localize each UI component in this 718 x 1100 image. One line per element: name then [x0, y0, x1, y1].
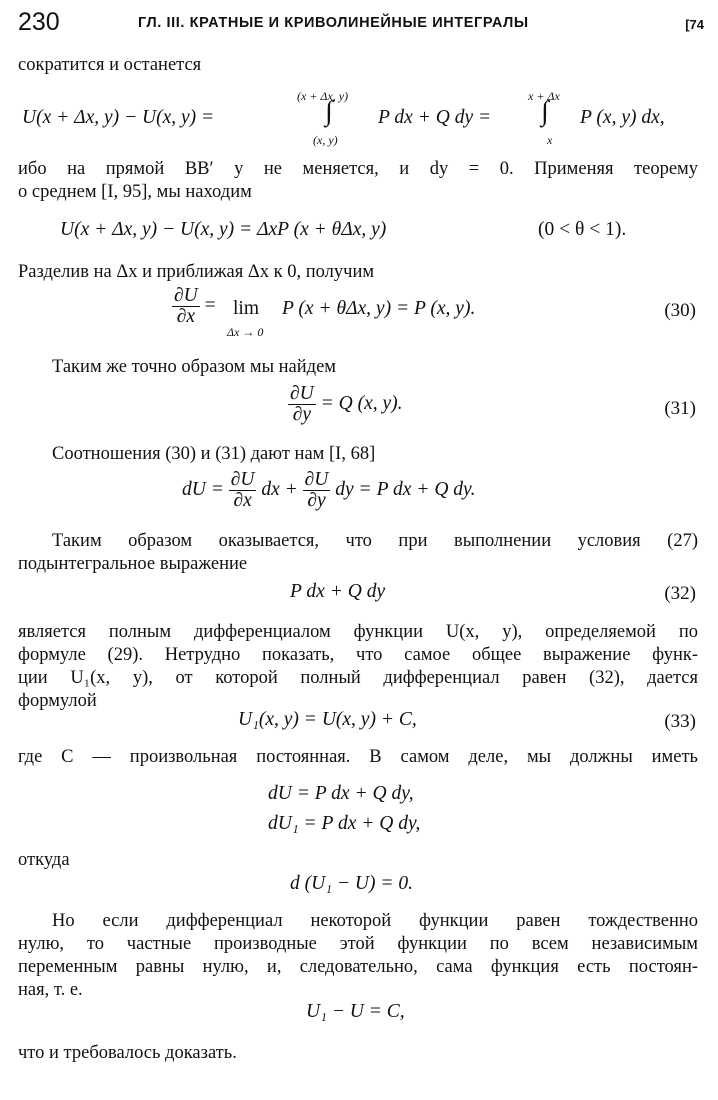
paragraph-line: о среднем [I, 95], мы находим	[18, 182, 252, 202]
formula-constant: U₁ − U = C,	[306, 1001, 405, 1022]
integral2-sign: ∫	[541, 96, 549, 127]
formula-30: $\frac{\partial U}{\partial x}$ =	[174, 285, 216, 327]
formula-31: $\frac{\partial U}{\partial y}$ = Q (x, y).	[290, 383, 403, 425]
formula-differential-zero: d (U₁ − U) = 0.	[290, 873, 413, 894]
integral1-upper-limit: (x + Δx, y)	[297, 89, 349, 103]
section-number: [74	[685, 17, 704, 32]
equation-number-32: (32)	[664, 583, 696, 604]
paragraph-line: где C — произвольная постоянная. В самом деле, мы должны иметь	[18, 747, 698, 767]
equation-number-31: (31)	[664, 398, 696, 419]
paragraph-line: Таким же точно образом мы найдем	[52, 357, 336, 377]
page-number: 230	[18, 8, 60, 36]
formula-33: U₁(x, y) = U(x, y) + C,	[238, 709, 417, 730]
formula-mean-value-condition: (0 < θ < 1).	[538, 219, 627, 240]
formula-30-rest: P (x + θΔx, y) = P (x, y).	[282, 298, 476, 319]
paragraph-line: Но если дифференциал некоторой функции равен тождественно	[52, 911, 698, 931]
paragraph-line: ная, т. е.	[18, 980, 83, 1000]
formula-difference-integral-mid: P dx + Q dy =	[378, 107, 492, 128]
paragraph-line: подынтегральное выражение	[18, 554, 248, 574]
integral2-lower-limit: x	[547, 133, 553, 147]
formula-32: P dx + Q dy	[290, 581, 386, 602]
fraction-dU-dx: $\frac{\partial U}{\partial x}$	[174, 285, 198, 327]
limit-subscript: Δx → 0	[227, 325, 264, 339]
paragraph-intro: сократится и останется	[18, 55, 202, 75]
paragraph-line: Соотношения (30) и (31) дают нам [I, 68]	[52, 444, 376, 464]
paragraph-line: Разделив на Δx и приближая Δx к 0, получим	[18, 262, 375, 282]
paragraph-line: нулю, то частные производные этой функции по всем независимым	[18, 934, 698, 954]
formula-total-differential: dU = $\frac{\partial U}{\partial x}$ dx + $\frac{\partial U}{\partial y}$ dy = P dx + Q dy.	[182, 469, 476, 511]
paragraph-line: Таким образом оказывается, что при выполнении условия (27)	[52, 531, 698, 551]
fraction-dU-dy: $\frac{\partial U}{\partial y}$	[304, 469, 329, 511]
paragraph-line: что и требовалось доказать.	[18, 1043, 237, 1063]
paragraph-line: откуда	[18, 850, 70, 870]
fraction-dU-dy: $\frac{\partial U}{\partial y}$	[290, 383, 314, 425]
limit-operator: lim	[233, 298, 260, 319]
integral2-upper-limit: x + Δx	[528, 89, 560, 103]
paragraph-line: формуле (29). Нетрудно показать, что самое общее выражение функ-	[18, 645, 698, 665]
formula-difference-integral-lhs: U(x + Δx, y) − U(x, y) =	[22, 107, 215, 128]
paragraph-line: является полным дифференциалом функции U(x, y), определяемой по	[18, 622, 698, 642]
formula-system-line-2: dU₁ = P dx + Q dy,	[268, 813, 421, 834]
running-header	[18, 8, 704, 38]
paragraph-line: ции U₁(x, y), от которой полный дифференциал равен (32), дается	[18, 668, 698, 688]
paragraph-line: формулой	[18, 691, 97, 711]
equation-number-33: (33)	[664, 711, 696, 732]
integral1-lower-limit: (x, y)	[313, 133, 338, 147]
formula-system-line-1: dU = P dx + Q dy,	[268, 783, 414, 804]
integral1-sign: ∫	[325, 96, 333, 127]
formula-difference-integral-rhs: P (x, y) dx,	[580, 107, 665, 128]
paragraph-line: переменным равны нулю, и, следовательно, сама функция есть постоян-	[18, 957, 698, 977]
equation-number-30: (30)	[664, 300, 696, 321]
formula-mean-value: U(x + Δx, y) − U(x, y) = ΔxP (x + θΔx, y)	[60, 219, 387, 240]
chapter-title: ГЛ. III. КРАТНЫЕ И КРИВОЛИНЕЙНЫЕ ИНТЕГРАЛЫ	[138, 15, 529, 31]
fraction-dU-dx: $\frac{\partial U}{\partial x}$	[230, 469, 255, 511]
paragraph-line: ибо на прямой BB′ y не меняется, и dy = 0. Применяя теорему	[18, 159, 698, 179]
